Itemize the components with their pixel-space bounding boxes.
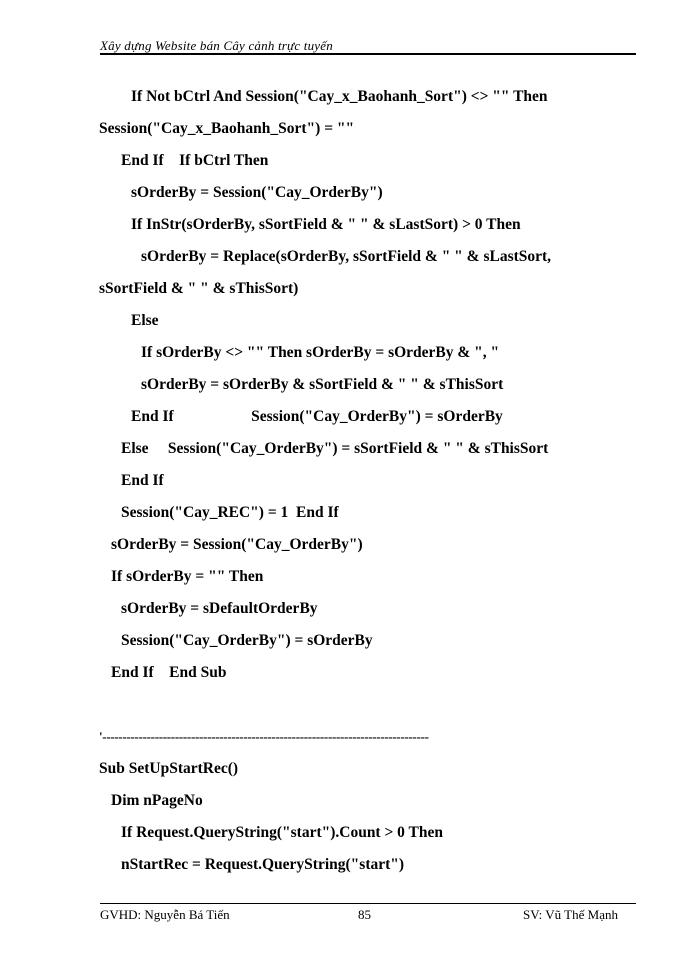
code-line: sOrderBy = sDefaultOrderBy — [121, 600, 318, 617]
code-line: sOrderBy = Session("Cay_OrderBy") — [131, 184, 383, 201]
footer-student: SV: Vũ Thế Mạnh — [523, 907, 618, 922]
code-line: End If If bCtrl Then — [121, 152, 269, 169]
code-line: Dim nPageNo — [111, 792, 203, 809]
code-line: sOrderBy = Session("Cay_OrderBy") — [111, 536, 363, 553]
code-line: Session("Cay_REC") = 1 End If — [121, 504, 339, 521]
code-line: sSortField & " " & sThisSort) — [99, 280, 299, 297]
code-line: End If Session("Cay_OrderBy") = sOrderBy — [131, 408, 503, 425]
header-rule — [100, 53, 636, 55]
code-line: If InStr(sOrderBy, sSortField & " " & sLastSort) > 0 Then — [131, 216, 521, 233]
footer-supervisor: GVHD: Nguyễn Bá Tiến — [100, 907, 230, 922]
code-line: nStartRec = Request.QueryString("start") — [121, 856, 405, 873]
code-line: Else — [131, 312, 159, 329]
code-line: Sub SetUpStartRec() — [99, 760, 239, 777]
page-number: 85 — [358, 907, 371, 922]
code-line: If Request.QueryString("start").Count > 0 Then — [121, 824, 443, 841]
code-line: End If End Sub — [111, 664, 227, 681]
code-line: Session("Cay_x_Baohanh_Sort") = "" — [99, 120, 355, 137]
code-line: sOrderBy = Replace(sOrderBy, sSortField & " " & sLastSort, — [141, 248, 552, 265]
code-line: If sOrderBy <> "" Then sOrderBy = sOrderBy & ", " — [141, 344, 500, 361]
footer-rule — [100, 903, 636, 904]
code-line: Else Session("Cay_OrderBy") = sSortField & " " & sThisSort — [121, 440, 549, 457]
code-line: sOrderBy = sOrderBy & sSortField & " " & sThisSort — [141, 376, 504, 393]
code-line: If sOrderBy = "" Then — [111, 568, 264, 585]
code-line: If Not bCtrl And Session("Cay_x_Baohanh_Sort") <> "" Then — [131, 88, 548, 105]
code-line: End If — [121, 472, 164, 489]
code-separator: '--------------------------------------------------------------------------------- — [99, 729, 429, 744]
code-line: Session("Cay_OrderBy") = sOrderBy — [121, 632, 373, 649]
page-header-title: Xây dựng Website bán Cây cảnh trực tuyến — [100, 38, 333, 53]
